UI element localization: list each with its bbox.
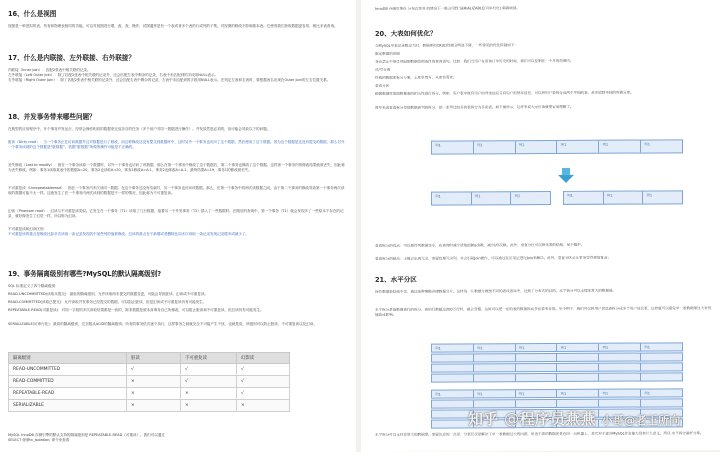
table-header: 不可重复读 bbox=[181, 353, 237, 364]
table-cell: × bbox=[127, 388, 181, 400]
table-cell: √ bbox=[181, 364, 237, 376]
table-cell: √ bbox=[237, 388, 290, 400]
paragraph: 务必禁止不带任何限制数据范围条件的查询语句。比如：我们当用户在查询订单历史的时候，我们可以控制在一个月的范围内； bbox=[375, 58, 574, 64]
paragraph: READ-UNCOMMITTED(读取未提交)：最低的隔离级别，允许读取尚未提交的数据变更，可能会导致脏读、幻读或不可重复读。 bbox=[8, 292, 208, 296]
paragraph: 简单来说垂直拆分是指数据表列的拆分，把一张列比较多的表拆分为多张表。如下图所示，这样来说大家应该就更容易理解了。 bbox=[375, 104, 574, 110]
table-before-split bbox=[431, 139, 683, 154]
left-page bbox=[0, 0, 356, 452]
table-cell: × bbox=[181, 400, 237, 412]
table-cell: REPEATABLE-READ bbox=[9, 388, 127, 400]
table-row-shard bbox=[431, 372, 683, 382]
paragraph: 脏读（Dirty read）：当一个事务正在访问数据并且对数据进行了修改，而这种修改还没有提交到数据库中，这时另外一个事务也访问了这个数据，然后使用了这个数据。因为这个数据是还没有提交的数据，那么另外一个事务读到的这个数据是“脏数据”，依据“脏数据”所做的操作可能是不正确的。 bbox=[8, 140, 345, 150]
column-cell: 列1 bbox=[644, 391, 651, 396]
zhihu-watermark bbox=[468, 408, 681, 429]
paragraph: InnoDB 存储引擎在 分布式事务 的情况下一般会用到 SERIALIZABLE(可串行化) 隔离级别。 bbox=[375, 6, 520, 11]
paragraph: READ-COMMITTED(读取已提交)：允许读取并发事务已经提交的数据，可以阻止脏读，但是幻读或不可重复读仍有可能发生。 bbox=[8, 300, 207, 304]
column-cell: 列1 bbox=[474, 344, 516, 351]
column-cell: 列1 bbox=[516, 390, 558, 397]
right-page bbox=[361, 0, 720, 452]
paragraph: 水平拆分是指数据表行的拆分，表的行数超过200万行时，就会变慢，这时可以把一张的表的数据拆成多张表来存放。举个例子：我们可以将用户信息表拆分成多个用户信息表，这样就可以避免单一表数据量过大对性能造成影响。 bbox=[375, 306, 712, 318]
table-cell: × bbox=[127, 400, 181, 412]
section-title: 19、事务隔离级别有哪些?MySQL的默认隔离级别? bbox=[8, 270, 162, 278]
section-title: 21、水平分区 bbox=[375, 275, 417, 284]
table-cell: × bbox=[237, 400, 290, 412]
right-intro bbox=[375, 5, 712, 12]
paragraph: SELECT @@tx_isolation; 命令来查看 bbox=[8, 438, 70, 442]
column-cell: 列1 bbox=[474, 141, 516, 153]
paragraph: MySQL InnoDB 存储引擎的默认支持的隔离级别是 REPEATABLE-READ（可重读）。我们可以通过 bbox=[8, 433, 165, 437]
table-header: 隔离级别 bbox=[9, 353, 127, 364]
table-header: 脏读 bbox=[127, 353, 181, 364]
paragraph: 垂直分区 bbox=[375, 83, 390, 88]
table-cell: × bbox=[181, 388, 237, 400]
column-cell: 列1 bbox=[432, 192, 472, 204]
column-cell: 列1 bbox=[599, 344, 641, 351]
paragraph: 不可重复读（Unrepeatableread）：指在一个事务内多次读同一数据。在这个事务还没有结束时，另一个事务也访问该数据。那么，在第一个事务中的两次读数据之间，由于第二个事务的修改导致第一个事务两次读取的数据可能不太一样。这就发生了在一个事务内两次读到的数据是不一样的情况，因此称为不可重复读。 bbox=[8, 186, 345, 196]
section-20 bbox=[375, 26, 712, 111]
paragraph: 左外联接（Left Outer Join）：除了匹配2张表中相关联的记录外，还会匹配左表中剩余的记录，右表中未匹配到的字段用NULL表示。 bbox=[8, 73, 219, 77]
paragraph: 垂直拆分的优点：可以使得列数据变小，在查询时减少读取的Block数，减少I/O次数。此外，垂直分区可以简化表的结构，易于维护。 bbox=[375, 242, 585, 248]
paragraph: 保持数据表结构不变，通过某种策略存储数据分片。这样每一片数据分散到不同的表或者库中，达到了分布式的目的。水平拆分可以支撑非常大的数据量。 bbox=[375, 288, 616, 294]
right-footer bbox=[375, 431, 712, 444]
column-cell: 列1 bbox=[604, 192, 644, 204]
column-cell: 列1 bbox=[474, 390, 516, 397]
split-table-right bbox=[563, 190, 683, 205]
watermark-site: 知乎 bbox=[468, 410, 499, 428]
column-cell: 列1 bbox=[599, 390, 641, 397]
paragraph: 视图是一种虚拟的表，具有和物理表相同的功能。可以对视图进行增，改，查，操作，试图通常是有一个表或者多个表的行或列的子集。对视图的修改不影响基本表。它使得我们获取数据更容易，相比多表查询。 bbox=[8, 24, 338, 28]
column-cell: 列1 bbox=[516, 141, 558, 153]
section-title: 18、并发事务带来哪些问题？ bbox=[8, 113, 96, 121]
paragraph: 丢失修改（Lost to modify）：指在一个事务读取一个数据时，另外一个事务也访问了该数据，那么在第一个事务中修改了这个数据后，第二个事务也修改了这个数据。这样第一个事务内的修改结果就被丢失，因此称为丢失修改。例如：事务1读取某表中的数据A=20，事务2也读取A=20，事务1修改A=A-1，事务2也修改A=A-1，最终结果A=19，事务1的修改被丢失。 bbox=[8, 163, 345, 173]
watermark-user: 程序员燕燕 bbox=[519, 410, 596, 428]
table-row-shard bbox=[431, 362, 683, 372]
paragraph: SERIALIZABLE(可串行化)：最高的隔离级别，完全服从ACID的隔离级别。所有的事务依次逐个执行，这样事务之间就完全不可能产生干扰，也就是说，该级别可以防止脏读、不可重复读以及幻读。 bbox=[8, 322, 317, 326]
column-cell: 列1 bbox=[644, 345, 651, 350]
section-21 bbox=[375, 272, 712, 324]
paragraph: 经典的数据库拆分方案，主库负责写，从库负责读； bbox=[375, 75, 457, 80]
table-cell: × bbox=[127, 376, 181, 388]
column-cell: 列1 bbox=[557, 141, 599, 153]
paragraph: 内联接（Inner Join）：匹配2张表中相关联的记录。 bbox=[8, 68, 91, 72]
paragraph: 不可重复读的重点是修改比如多次读取一条记录发现其中某些列的值被修改，幻读的重点在于新增或者删除比如多次读取一条记录发现记录增多或减少了。 bbox=[8, 232, 249, 236]
table-row-shard bbox=[431, 352, 683, 362]
column-cell: 列1 bbox=[432, 344, 474, 351]
column-cell: 列1 bbox=[514, 194, 521, 199]
paragraph: 不可重复读和幻读区别： bbox=[8, 227, 47, 231]
column-cell: 列1 bbox=[557, 344, 599, 351]
paragraph: 当MySQL单表记录数过大时，数据库的CRUD性能会明显下降，一些常见的优化措施如下： bbox=[375, 43, 518, 48]
section-title: 16、什么是视图 bbox=[8, 10, 57, 18]
table-cell: √ bbox=[237, 376, 290, 388]
table-cell: √ bbox=[181, 376, 237, 388]
watermark-suffix: 小哥@老王所向 bbox=[601, 414, 681, 427]
table-row bbox=[9, 388, 290, 400]
arrow-down-icon bbox=[558, 168, 574, 183]
section-17 bbox=[8, 52, 346, 89]
paragraph: 根据数据库里面数据表的相关性进行拆分。例如，用户表中既有用户的登录信息又有用户的基本信息，可以将用户表拆分成两个单独的表，甚至放到单独的库做分库。 bbox=[375, 90, 634, 96]
table-row-shard bbox=[431, 388, 683, 398]
column-cell: 列1 bbox=[599, 141, 641, 153]
paragraph: 垂直拆分的缺点：主键会出现冗余，需要管理冗余列，并会引起Join操作，可以通过在应用层进行Join来解决。此外，垂直分区会让事务变得更加复杂； bbox=[375, 255, 611, 261]
table-header-row bbox=[9, 353, 290, 364]
paragraph: REPEATABLE-READ(可重复读)：对同一字段的多次读取结果都是一致的，除非数据是被本身事务自己所修改，可以阻止脏读和不可重复读，但幻读仍有可能发生。 bbox=[8, 308, 264, 312]
table-cell: READ-COMMITTED bbox=[9, 376, 127, 388]
column-cell: 列1 bbox=[472, 192, 512, 204]
table-row bbox=[9, 400, 290, 412]
column-cell: 列1 bbox=[644, 142, 651, 147]
table-cell: READ-UNCOMMITTED bbox=[9, 364, 127, 376]
table-row bbox=[9, 364, 290, 376]
paragraph: 右外联接（Right Outer Join）：除了匹配2张表中相关联的记录外，还会匹配右表中剩余的记录，左表中未匹配到的字段用NULL表示。在判定左表和右表时，要根据表名出现在Outer Join的左右位置关系。 bbox=[8, 78, 331, 82]
table-row-shard bbox=[431, 342, 683, 352]
table-row bbox=[9, 376, 290, 388]
column-cell: 列1 bbox=[564, 192, 604, 204]
paragraph: 读/写分离 bbox=[375, 67, 391, 72]
table-cell: SERIALIZABLE bbox=[9, 400, 127, 412]
paragraph: 在典型的应用程序中，多个事务并发运行，经常会操作相同的数据来完成各自的任务（多个用户对同一数据进行操作）。并发虽然是必须的，但可能会导致以下的问题。 bbox=[8, 127, 271, 131]
paragraph: SQL 标准定义了四个隔离级别： bbox=[8, 284, 59, 288]
paragraph: 水平拆分可以支持非常大的数据量。需要注意的一点是：分表仅仅是解决了单一表数据过大的问题，但由于表的数据还是在同一台机器上，其实对于提升MySQL并发能力没有什么意义，所以 水平拆分最好分库。 bbox=[375, 431, 704, 437]
section-19 bbox=[8, 268, 346, 333]
section-title: 20、大表如何优化？ bbox=[375, 29, 437, 38]
section-16 bbox=[8, 8, 346, 35]
table-header: 幻影读 bbox=[237, 353, 290, 364]
watermark-at: @ bbox=[504, 410, 520, 428]
section-18 bbox=[8, 111, 346, 243]
isolation-level-table bbox=[8, 352, 290, 412]
table-cell: √ bbox=[127, 364, 181, 376]
paragraph: 限定数据的范围 bbox=[375, 51, 400, 56]
table-cell: √ bbox=[237, 364, 290, 376]
vertical-notes bbox=[375, 242, 712, 268]
column-cell: 列1 bbox=[432, 390, 474, 397]
split-table-left bbox=[431, 191, 551, 206]
column-cell: 列1 bbox=[432, 141, 474, 153]
column-cell: 列1 bbox=[646, 193, 653, 198]
paragraph: 幻读（Phantom read）：幻读与不可重复读类似。它发生在一个事务（T1）读取了几行数据，接着另一个并发事务（T2）插入了一些数据时。在随后的查询中，第一个事务（T1）就会发现多了一些原本不存在的记录，就好像发生了幻觉一样，所以称为幻读。 bbox=[8, 209, 344, 219]
left-footer bbox=[8, 433, 346, 443]
column-cell: 列1 bbox=[557, 390, 599, 397]
column-cell: 列1 bbox=[516, 344, 558, 351]
section-title: 17、什么是内联接、左外联接、右外联接？ bbox=[8, 54, 135, 62]
